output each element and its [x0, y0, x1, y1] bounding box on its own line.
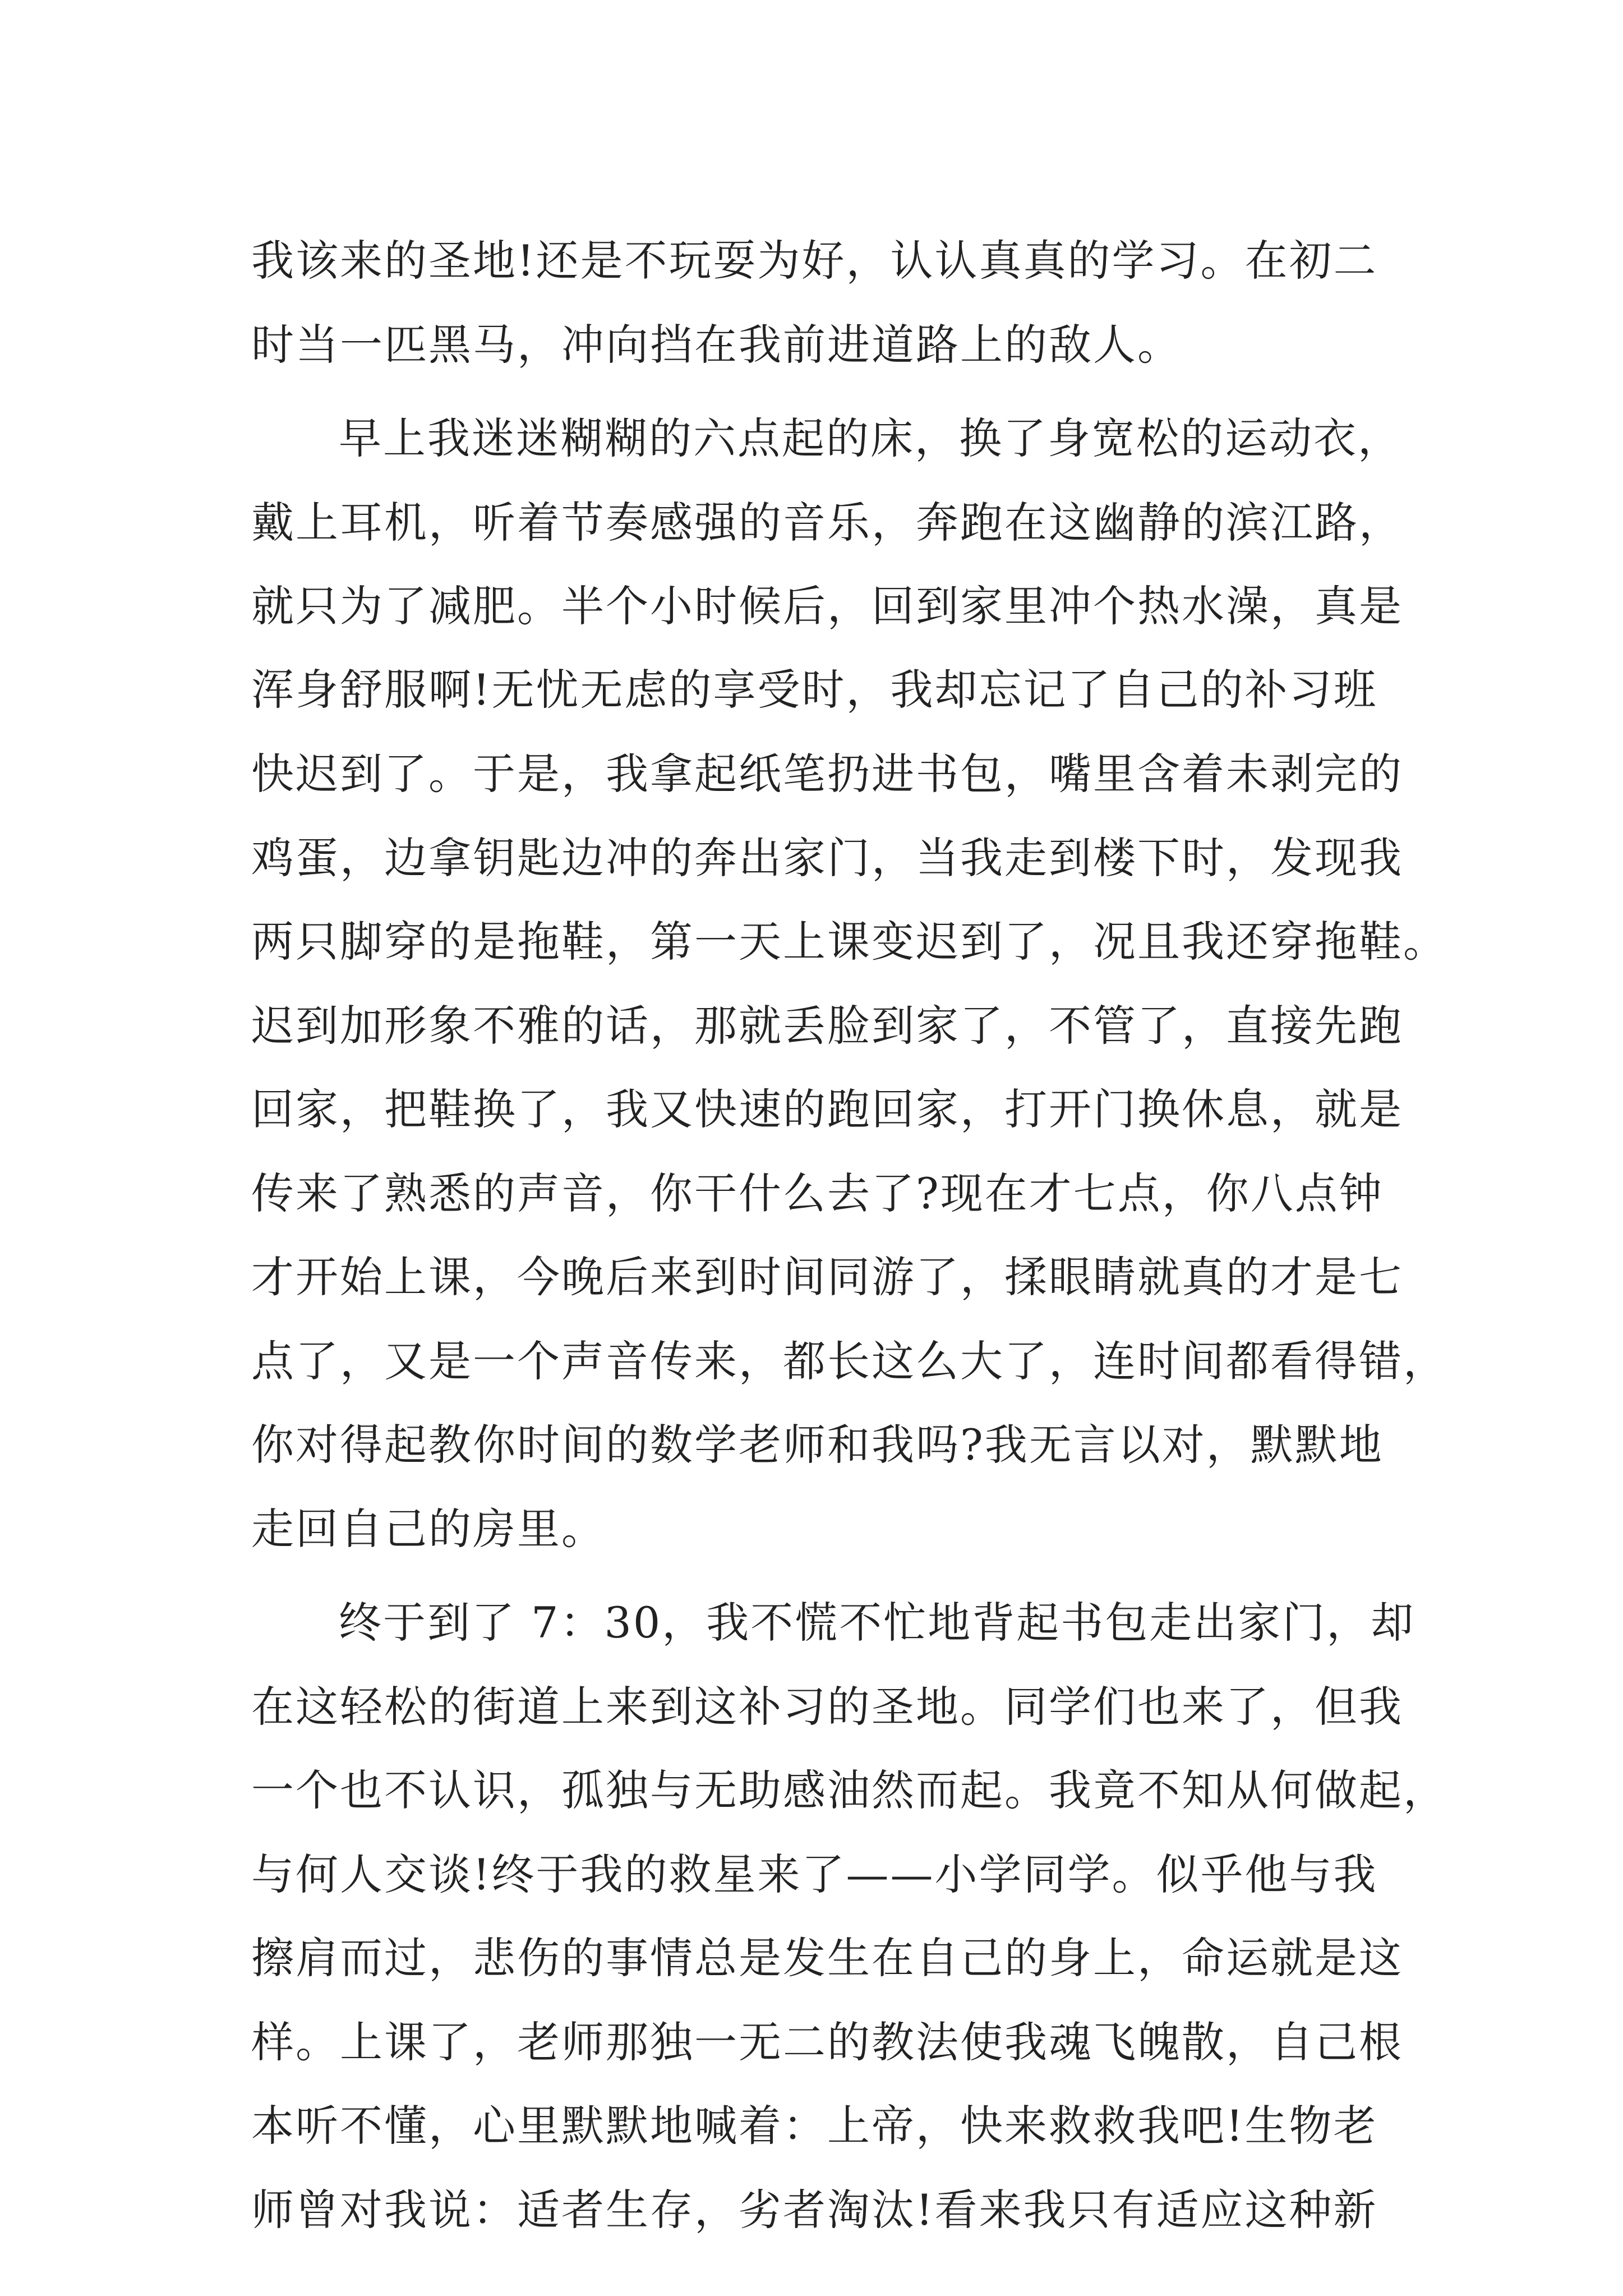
text-line: 点了，又是一个声音传来，都长这么大了，连时间都看得错，: [251, 1336, 1447, 1386]
text-line: 传来了熟悉的声音，你干什么去了?现在才七点，你八点钟: [251, 1168, 1384, 1218]
text-line: 与何人交谈!终于我的救星来了——小学同学。似乎他与我: [251, 1849, 1378, 1899]
text-line: 师曾对我说：适者生存，劣者淘汰!看来我只有适应这种新: [251, 2185, 1378, 2235]
text-line: 我该来的圣地!还是不玩耍为好，认认真真的学习。在初二: [251, 236, 1378, 286]
text-line: 在这轻松的街道上来到这补习的圣地。同学们也来了，但我: [251, 1682, 1403, 1732]
text-line: 戴上耳机，听着节奏感强的音乐，奔跑在这幽静的滨江路，: [251, 498, 1403, 547]
text-line: 时当一匹黑马，冲向挡在我前进道路上的敌人。: [251, 320, 1182, 370]
text-line: 就只为了减肥。半个小时候后，回到家里冲个热水澡，真是: [251, 581, 1403, 631]
text-line: 样。上课了，老师那独一无二的教法使我魂飞魄散，自己根: [251, 2017, 1403, 2067]
text-line: 你对得起教你时间的数学老师和我吗?我无言以对，默默地: [251, 1420, 1384, 1470]
text-line: 快迟到了。于是，我拿起纸笔扔进书包，嘴里含着未剥完的: [251, 749, 1403, 799]
text-line: 擦肩而过，悲伤的事情总是发生在自己的身上，命运就是这: [251, 1933, 1403, 1983]
text-line: 两只脚穿的是拖鞋，第一天上课变迟到了，况且我还穿拖鞋。: [251, 917, 1447, 967]
text-line: 走回自己的房里。: [251, 1504, 606, 1554]
text-line: 鸡蛋，边拿钥匙边冲的奔出家门，当我走到楼下时，发现我: [251, 833, 1403, 883]
text-line: 迟到加形象不雅的话，那就丢脸到家了，不管了，直接先跑: [251, 1001, 1403, 1051]
text-line: 才开始上课，今晚后来到时间同游了，揉眼睛就真的才是七: [251, 1252, 1403, 1302]
text-line: 本听不懂，心里默默地喊着：上帝，快来救救我吧!生物老: [251, 2101, 1378, 2151]
text-line: 回家，把鞋换了，我又快速的跑回家，打开门换休息，就是: [251, 1084, 1403, 1134]
text-line: 一个也不认识，孤独与无助感油然而起。我竟不知从何做起，: [251, 1765, 1447, 1815]
text-line: 浑身舒服啊!无忧无虑的享受时，我却忘记了自己的补习班: [251, 665, 1378, 715]
text-line: 早上我迷迷糊糊的六点起的床，换了身宽松的运动衣，: [339, 413, 1402, 463]
text-line: 终于到了 7：30，我不慌不忙地背起书包走出家门，却: [339, 1598, 1415, 1648]
